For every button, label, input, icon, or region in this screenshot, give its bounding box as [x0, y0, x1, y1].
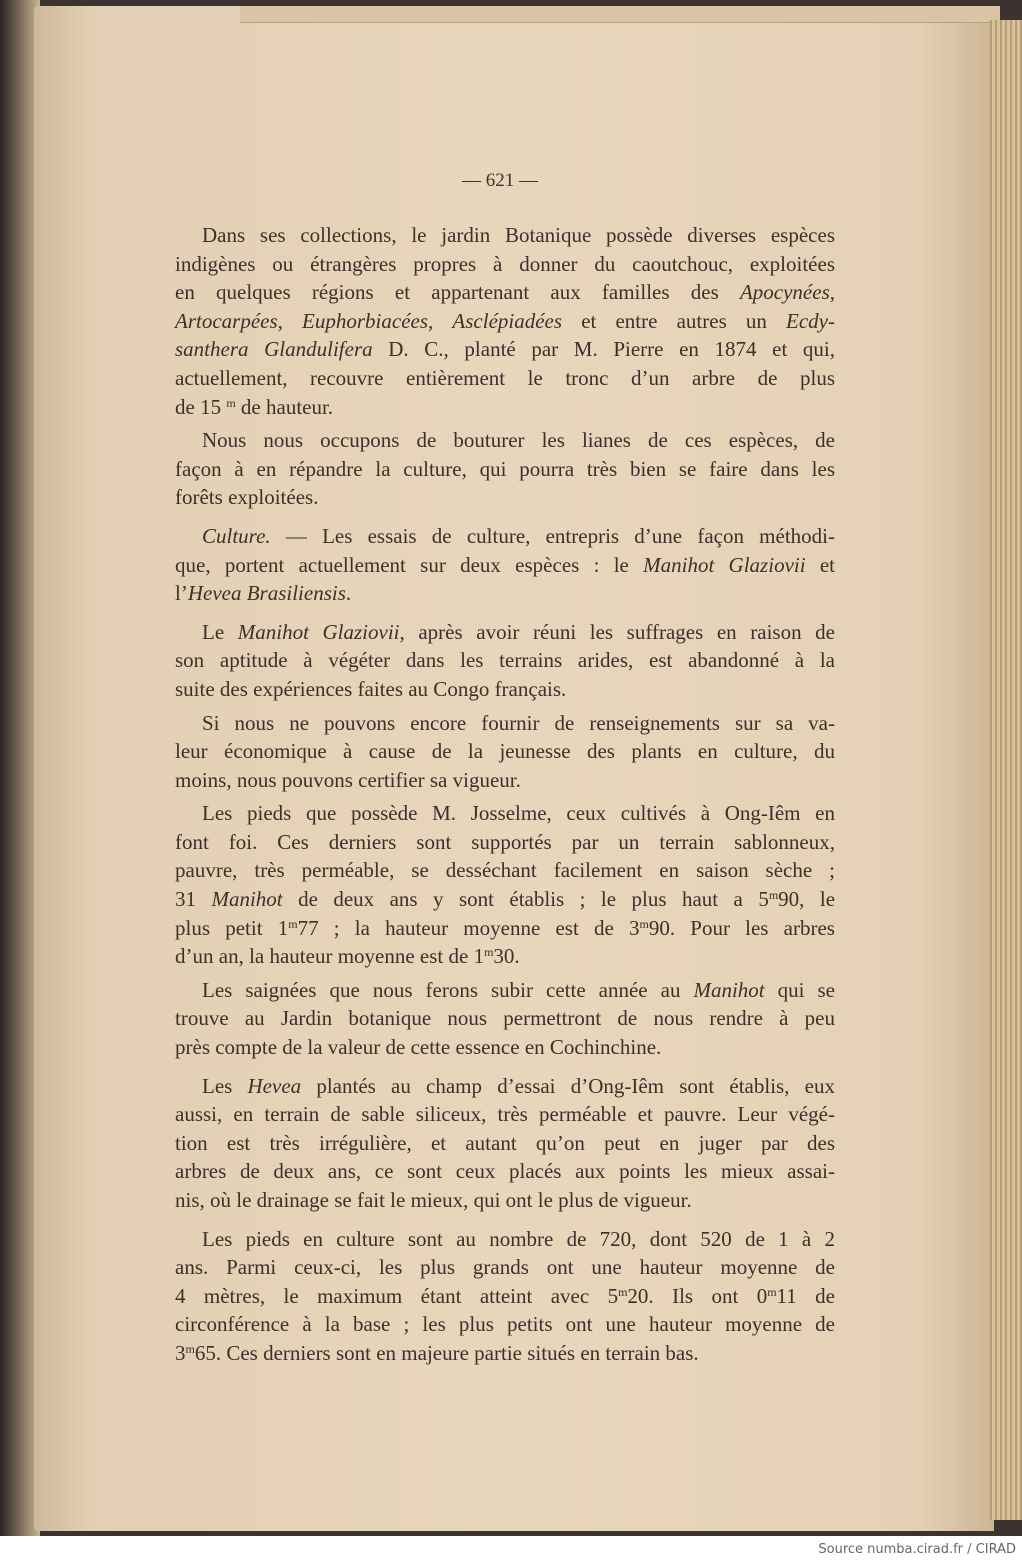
- text-segment: , après avoir réuni les suffrages en raison de: [399, 619, 835, 644]
- italic-text: Ecdy-: [786, 308, 835, 333]
- text-segment: Nous nous occupons de bouturer les lianes de ces espèces, de: [202, 428, 835, 453]
- italic-text: Manihot: [693, 977, 765, 1002]
- superscript: m: [618, 1284, 628, 1299]
- text-segment: suite des expériences faites au Congo français.: [175, 676, 567, 701]
- paragraph: [175, 1072, 835, 1215]
- text-line: [175, 856, 835, 885]
- text-segment: 3: [175, 1340, 186, 1365]
- italic-text: santhera Glandulifera: [175, 337, 373, 362]
- text-segment: et: [805, 552, 835, 577]
- text-line: [175, 364, 835, 393]
- page-top-edge: [240, 6, 1000, 23]
- text-segment: forêts exploitées.: [175, 485, 319, 510]
- text-line: [175, 278, 835, 307]
- text-line: [175, 1129, 835, 1158]
- paragraph: [175, 618, 835, 704]
- text-line: [175, 221, 835, 250]
- text-line: [175, 1225, 835, 1254]
- superscript: m: [768, 888, 779, 903]
- text-line: [175, 335, 835, 364]
- text-segment: Le: [202, 619, 238, 644]
- text-segment: D. C., planté par M. Pierre en 1874 et qui,: [372, 337, 836, 362]
- text-segment: arbres de deux ans, ce sont ceux placés aux points les mieux assai-: [175, 1159, 835, 1184]
- superscript: m: [484, 945, 494, 960]
- superscript: m: [767, 1284, 777, 1299]
- text-segment: nis, où le drainage se fait le mieux, qui ont le plus de vigueur.: [175, 1188, 692, 1212]
- superscript: m: [185, 1341, 195, 1356]
- text-segment: en quelques régions et appartenant aux familles des: [175, 280, 740, 305]
- page-number: — 621 —: [462, 170, 538, 191]
- text-segment: 90. Pour les arbres: [648, 915, 835, 940]
- text-line: [175, 885, 835, 914]
- text-segment: Dans ses collections, le jardin Botanique possède diverses espèces: [202, 223, 835, 247]
- text-segment: 77 ; la hauteur moyenne est de 3: [297, 915, 640, 940]
- text-line: [175, 1033, 835, 1062]
- paragraph: [175, 709, 835, 795]
- text-line: [175, 1186, 835, 1215]
- text-segment: 11 de: [776, 1283, 835, 1308]
- text-segment: Les pieds en culture sont au nombre de 720, dont 520 de 1 à 2: [202, 1226, 835, 1251]
- text-segment: Les saignées que nous ferons subir cette année au: [202, 977, 694, 1002]
- text-line: [175, 522, 835, 551]
- text-line: [175, 914, 835, 943]
- text-segment: et entre autres un: [562, 308, 787, 333]
- text-segment: circonférence à la base ; les plus petits ont une hauteur moyenne de: [175, 1312, 835, 1337]
- text-segment: trouve au Jardin botanique nous permettront de nous rendre à peu: [175, 1006, 835, 1031]
- text-line: [175, 799, 835, 828]
- text-segment: 4 mètres, le maximum étant atteint avec 5: [175, 1283, 619, 1308]
- page-stack-edges: [990, 20, 1022, 1520]
- text-line: [175, 455, 835, 484]
- text-line: [175, 1310, 835, 1339]
- paragraph: [175, 976, 835, 1062]
- superscript: m: [288, 916, 298, 931]
- text-segment: de 15: [175, 394, 227, 419]
- text-segment: 65. Ces derniers sont en majeure partie situés en terrain bas.: [194, 1340, 699, 1365]
- text-line: [175, 1339, 835, 1368]
- text-line: [175, 942, 835, 971]
- text-segment: Les: [202, 1073, 248, 1098]
- text-segment: 30.: [493, 944, 520, 969]
- paragraph: [175, 426, 835, 512]
- italic-text: Euphorbiacées: [302, 308, 429, 333]
- text-line: [175, 976, 835, 1005]
- text-segment: que, portent actuellement sur deux espèces : le: [175, 552, 644, 577]
- text-line: [175, 1282, 835, 1311]
- italic-text: Manihot Glaziovii: [237, 619, 400, 644]
- text-line: [175, 250, 835, 279]
- text-line: [175, 737, 835, 766]
- text-line: [175, 1100, 835, 1129]
- text-segment: son aptitude à végéter dans les terrains arides, est abandonné à la: [175, 648, 835, 673]
- superscript: m: [639, 916, 649, 931]
- text-line: [175, 426, 835, 455]
- text-segment: Si nous ne pouvons encore fournir de renseignements sur sa va-: [202, 710, 835, 735]
- text-segment: près compte de la valeur de cette essence en Cochinchine.: [175, 1035, 662, 1060]
- text-segment: Les pieds que possède M. Josselme, ceux cultivés à Ong-Iêm en: [202, 801, 835, 826]
- text-segment: tion est très irrégulière, et autant qu’on peut en juger par des: [175, 1130, 835, 1155]
- text-segment: ,: [829, 280, 835, 305]
- italic-text: Apocynées: [739, 280, 830, 305]
- text-line: [175, 646, 835, 675]
- italic-text: Hevea: [247, 1073, 302, 1098]
- text-line: [175, 1253, 835, 1282]
- text-segment: de hauteur.: [235, 394, 334, 419]
- italic-text: Artocarpées: [175, 308, 278, 333]
- paragraph: [175, 1225, 835, 1368]
- text-segment: 90, le: [778, 887, 836, 912]
- text-segment: — Les essais de culture, entrepris d’une façon méthodi-: [270, 523, 835, 548]
- text-line: [175, 828, 835, 857]
- text-segment: de deux ans y sont établis ; le plus haut a 5: [282, 887, 769, 912]
- text-segment: font foi. Ces derniers sont supportés par un terrain sablonneux,: [175, 829, 835, 854]
- text-line: [175, 393, 835, 422]
- text-line: [175, 1072, 835, 1101]
- italic-text: Culture.: [202, 523, 271, 548]
- text-line: [175, 1157, 835, 1186]
- text-segment: façon à en répandre la culture, qui pourra très bien se faire dans les: [175, 456, 835, 481]
- text-line: [175, 307, 835, 336]
- text-segment: d’un an, la hauteur moyenne est de 1: [175, 944, 485, 969]
- italic-text: Manihot: [211, 887, 283, 912]
- text-line: [175, 675, 835, 704]
- text-segment: ,: [277, 308, 303, 333]
- text-segment: .: [345, 581, 352, 606]
- text-segment: plantés au champ d’essai d’Ong-Iêm sont établis, eux: [301, 1073, 835, 1098]
- text-segment: pauvre, très perméable, se desséchant facilement en saison sèche ;: [175, 858, 835, 883]
- text-segment: actuellement, recouvre entièrement le tronc d’un arbre de plus: [175, 365, 835, 390]
- text-segment: ,: [428, 308, 453, 333]
- superscript: m: [226, 395, 236, 410]
- text-line: [175, 483, 835, 512]
- text-segment: indigènes ou étrangères propres à donner du caoutchouc, exploitées: [175, 251, 835, 276]
- text-segment: ans. Parmi ceux-ci, les plus grands ont une hauteur moyenne de: [175, 1255, 835, 1280]
- text-line: [175, 551, 835, 580]
- paragraph: [175, 221, 835, 421]
- text-segment: leur économique à cause de la jeunesse des plants en culture, du: [175, 739, 835, 764]
- paragraph: [175, 522, 835, 608]
- text-line: [175, 709, 835, 738]
- italic-text: Manihot Glaziovii: [643, 552, 806, 577]
- source-credit: Source numba.cirad.fr / CIRAD: [818, 1542, 1016, 1557]
- text-line: [175, 1004, 835, 1033]
- text-line: [175, 579, 835, 608]
- footer: [0, 1536, 1022, 1566]
- paragraph: [175, 799, 835, 971]
- text-line: [175, 618, 835, 647]
- text-segment: 20. Ils ont 0: [627, 1283, 768, 1308]
- text-segment: plus petit 1: [175, 915, 289, 940]
- text-segment: aussi, en terrain de sable siliceux, très perméable et pauvre. Leur végé-: [175, 1102, 835, 1127]
- text-segment: l’: [175, 581, 188, 606]
- text-segment: 31: [175, 887, 212, 912]
- body-text: [175, 221, 835, 1373]
- text-segment: qui se: [764, 977, 835, 1002]
- text-line: [175, 766, 835, 795]
- italic-text: Asclépiadées: [452, 308, 563, 333]
- italic-text: Hevea Brasiliensis: [187, 581, 346, 606]
- text-segment: moins, nous pouvons certifier sa vigueur.: [175, 767, 521, 792]
